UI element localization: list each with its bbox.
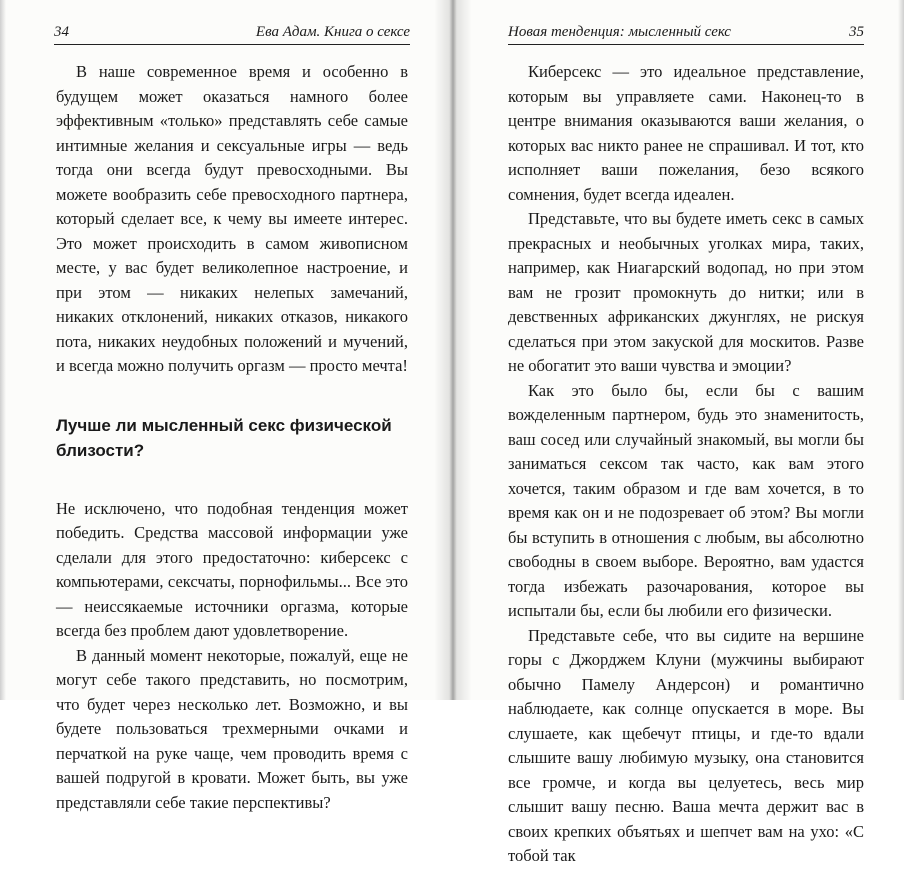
paragraph: Как это было бы, если бы с вашим вожделенным партнером, будь это знаменитость, ваш сосед или случайный знакомый, вы могли бы заниматься сексом так часто, как вам этого хочется, таким образом и где вам хочется, в то время как он и не подозревает об этом? Вы могли бы вступить в отношения с любым, вы абсолютно свободны в своем выборе. Вероятно, вам удастся тогда избежать разочарования, которое вы испытали бы, если бы любили его физически.: [508, 380, 864, 620]
left-page: [0, 0, 452, 812]
running-title: Ева Адам. Книга о сексе: [255, 24, 410, 40]
paragraph: Представьте, что вы будете иметь секс в самых прекрасных и необычных уголках мира, таких, например, как Ниагарский водопад, но при этом вам не грозит промокнуть до нитки; или в девственных африканских джунглях, не рискуя сделаться при этом закуской для москитов. Разве не обогатит это ваши чувства и эмоции?: [508, 209, 864, 375]
paragraph: Киберсекс — это идеальное представление, которым вы управляете сами. Наконец-то в центре внимания оказываются ваши желания, о которых вас никто ранее не спрашивал. И тот, кто исполняет ваши пожелания, безо всякого сомнения, будет всегда идеален.: [508, 62, 864, 204]
page-number: 35: [849, 24, 864, 40]
paragraph: В данный момент некоторые, пожалуй, еще не могут себе такого представить, но посмотрим, что будет через несколько лет. Возможно, и вы будете пользоваться трехмерными очками и перчаткой на руке чаще, чем проводить время с вашей подругой в кровати. Может быть, вы уже представляли себе такие перспективы?: [56, 645, 408, 812]
page-number: 34: [54, 24, 69, 40]
running-title: Новая тенденция: мысленный секс: [508, 24, 731, 40]
right-page: [452, 0, 904, 865]
running-header: [54, 22, 410, 45]
paragraph: Представьте себе, что вы сидите на вершине горы с Джорджем Клуни (мужчины выбирают обычно Памелу Андерсон) и романтично наблюдаете, как солнце опускается в море. Вы слушаете, как щебечут птицы, и где-то вдали слышите вашу любимую музыку, она становится все громче, и когда вы целуетесь, весь мир слышит вашу песню. Ваша мечта держит вас в своих крепких объятьях и шепчет вам на ухо: «С тобой так: [508, 625, 864, 865]
paragraph: В наше современное время и особенно в будущем может оказаться намного более эффективным «только» представлять себе самые интимные желания и сексуальные игры — ведь тогда они всегда будут превосходными. Вы можете вообразить себе превосходного партнера, который сделает все, к чему вы имеете интерес. Это может происходить в самом живописном месте, у вас будет великолепное настроение, и при этом — никаких нелепых замечаний, никаких отклонений, никаких отказов, никакого пота, никаких неудобных положений и мучений, и всегда можно получить оргазм — просто мечта!: [56, 62, 408, 375]
page-edge-shadow: [898, 0, 904, 700]
section-heading: Лучше ли мысленный секс физической близости?: [56, 415, 392, 460]
page-body: [56, 60, 408, 815]
paragraph: Не исключено, что подобная тенденция может победить. Средства массовой информации уже сделали для этого предостаточно: киберсекс с компьютерами, сексчаты, порнофильмы... Все это — неиссякаемые источники оргазма, которые всегда без проблем дают удовлетворение.: [56, 498, 408, 640]
book-gutter-shadow: [434, 0, 472, 700]
page-body: [508, 60, 864, 869]
page-edge-shadow: [0, 0, 6, 700]
running-header: [508, 22, 864, 45]
